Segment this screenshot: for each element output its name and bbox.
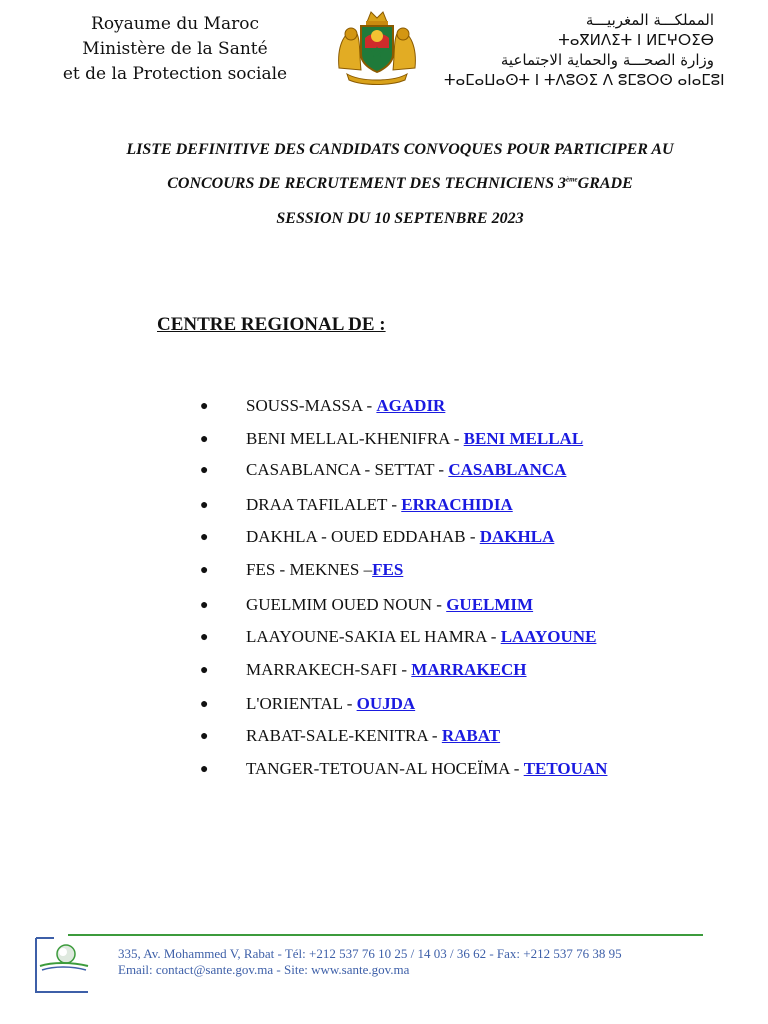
title-line2-text: CONCOURS DE RECRUTEMENT DES TECHNICIENS 3 bbox=[167, 175, 566, 192]
region-name: MARRAKECH-SAFI - bbox=[246, 660, 412, 679]
city-link[interactable]: LAAYOUNE bbox=[500, 627, 597, 646]
region-name: LAAYOUNE-SAKIA EL HAMRA - bbox=[246, 627, 501, 646]
kingdom-name-ar: المملكـــة المغربيـــة bbox=[585, 11, 714, 29]
bullet-icon: ● bbox=[200, 530, 209, 545]
footer-address: 335, Av. Mohammed V, Rabat - Tél: +212 537 76 10 25 / 14 03 / 36 62 - Fax: +212 537 76 38 95 bbox=[118, 946, 622, 961]
bullet-icon: ● bbox=[200, 598, 209, 613]
region-name: SOUSS-MASSA - bbox=[246, 396, 377, 415]
bullet-icon: ● bbox=[200, 630, 209, 645]
list-item bbox=[200, 527, 554, 551]
header-french bbox=[50, 12, 300, 87]
bullet-icon: ● bbox=[200, 432, 209, 447]
region-name: L'ORIENTAL - bbox=[246, 694, 357, 713]
royal-coat-of-arms-icon bbox=[331, 8, 423, 86]
list-item bbox=[200, 694, 415, 718]
document-title-line2 bbox=[40, 175, 760, 193]
bullet-icon: ● bbox=[200, 663, 209, 678]
footer-divider bbox=[68, 934, 703, 936]
bullet-icon: ● bbox=[200, 729, 209, 744]
list-item bbox=[200, 595, 533, 619]
list-item bbox=[200, 660, 527, 684]
city-link[interactable]: FES bbox=[372, 560, 404, 579]
header-arabic-amazigh bbox=[444, 10, 725, 90]
region-name: FES - MEKNES – bbox=[246, 560, 373, 579]
bullet-icon: ● bbox=[200, 762, 209, 777]
footer-contact-block bbox=[118, 946, 622, 978]
grade-superscript: ème bbox=[565, 175, 578, 184]
ministry-name-line2: et de la Protection sociale bbox=[62, 64, 288, 84]
kingdom-name: Royaume du Maroc bbox=[91, 14, 259, 34]
centre-heading: CENTRE REGIONAL DE : bbox=[157, 314, 386, 335]
city-link[interactable]: RABAT bbox=[441, 726, 501, 745]
list-item bbox=[200, 460, 566, 484]
city-link[interactable]: BENI MELLAL bbox=[463, 429, 584, 448]
list-item bbox=[200, 627, 596, 651]
city-link[interactable]: CASABLANCA bbox=[448, 460, 567, 479]
list-item bbox=[200, 560, 403, 584]
region-name: RABAT-SALE-KENITRA - bbox=[246, 726, 442, 745]
session-date: SESSION DU 10 SEPTENBRE 2023 bbox=[276, 210, 524, 227]
city-link[interactable]: GUELMIM bbox=[446, 595, 534, 614]
bullet-icon: ● bbox=[200, 697, 209, 712]
region-name: DRAA TAFILALET - bbox=[246, 495, 402, 514]
list-item bbox=[200, 759, 607, 783]
region-name: BENI MELLAL-KHENIFRA - bbox=[246, 429, 464, 448]
ministry-name-line1: Ministère de la Santé bbox=[82, 39, 268, 59]
list-item bbox=[200, 495, 513, 519]
title-line2-grade: GRADE bbox=[577, 175, 633, 192]
list-item bbox=[200, 726, 500, 750]
ministry-name-ar: وزارة الصحـــة والحماية الاجتماعية bbox=[500, 51, 714, 69]
kingdom-name-amazigh: ⵜⴰⴳⵍⴷⵉⵜ ⵏ ⵍⵎⵖⵔⵉⴱ bbox=[558, 31, 714, 49]
region-name: CASABLANCA - SETTAT - bbox=[246, 460, 449, 479]
footer-contact: Email: contact@sante.gov.ma - Site: www.sante.gov.ma bbox=[118, 962, 410, 977]
city-link[interactable]: OUJDA bbox=[356, 694, 416, 713]
list-item bbox=[200, 429, 583, 453]
region-name: GUELMIM OUED NOUN - bbox=[246, 595, 447, 614]
city-link[interactable]: ERRACHIDIA bbox=[401, 495, 513, 514]
city-link[interactable]: MARRAKECH bbox=[411, 660, 527, 679]
bullet-icon: ● bbox=[200, 563, 209, 578]
document-title-line1: LISTE DEFINITIVE DES CANDIDATS CONVOQUES POUR PARTICIPER AU bbox=[126, 141, 674, 158]
bullet-icon: ● bbox=[200, 498, 209, 513]
region-name: TANGER-TETOUAN-AL HOCEÏMA - bbox=[246, 759, 524, 778]
ministry-name-amazigh: ⵜⴰⵎⴰⵡⴰⵙⵜ ⵏ ⵜⴷⵓⵙⵉ ⴷ ⵓⵎⵓⵔⵙ ⴰⵏⴰⵎⵓⵏ bbox=[444, 71, 725, 89]
city-link[interactable]: DAKHLA bbox=[479, 527, 555, 546]
region-name: DAKHLA - OUED EDDAHAB - bbox=[246, 527, 480, 546]
city-link[interactable]: AGADIR bbox=[376, 396, 446, 415]
ministry-logo-icon bbox=[34, 936, 90, 994]
bullet-icon: ● bbox=[200, 463, 209, 478]
city-link[interactable]: TETOUAN bbox=[523, 759, 608, 778]
bullet-icon: ● bbox=[200, 399, 209, 414]
list-item bbox=[200, 396, 445, 420]
